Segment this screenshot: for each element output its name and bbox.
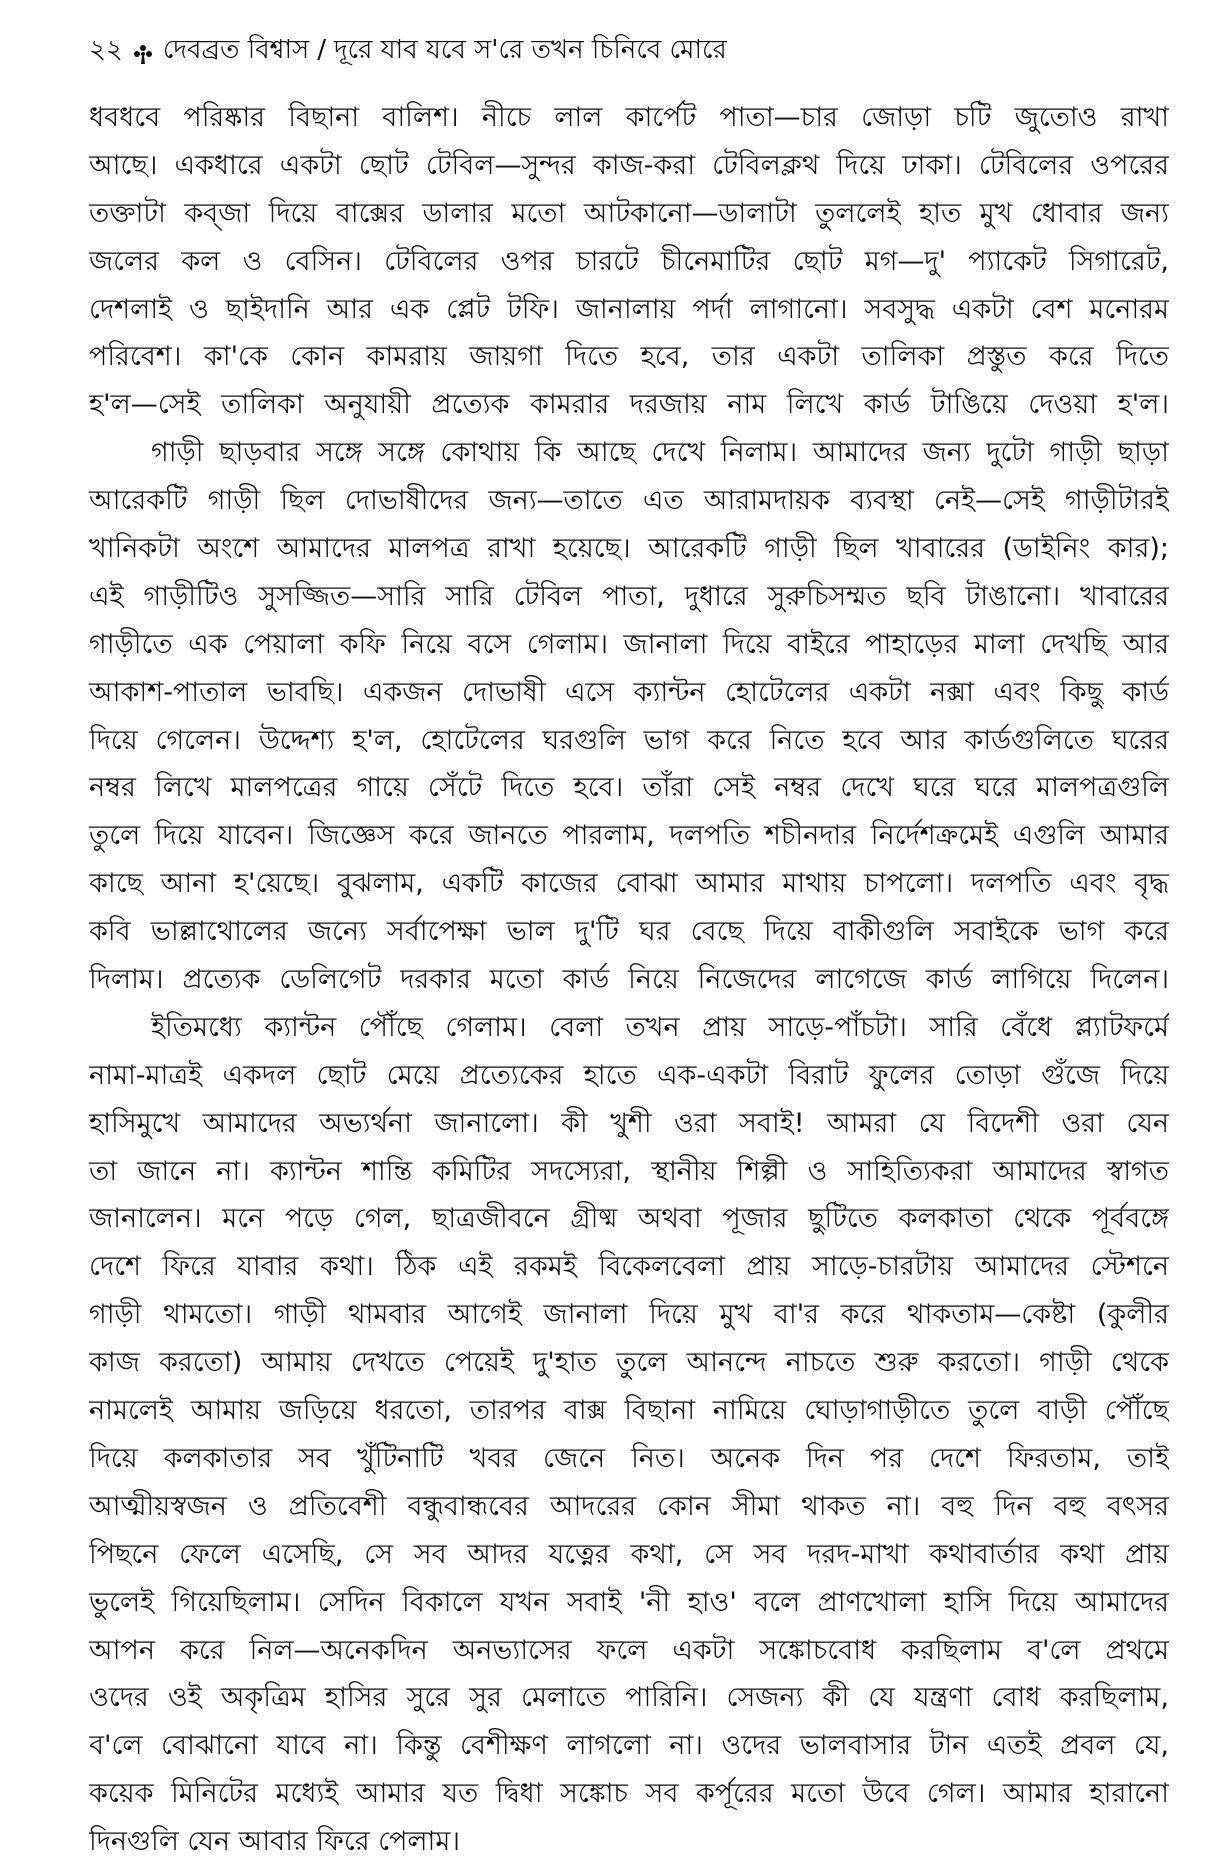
text-line: কাছে আনা হ'য়েছে। বুঝলাম, একটি কাজের বোঝা আমার মাথায় চাপলো। দলপতি এবং বৃদ্ধ: [89, 868, 1169, 900]
text-line: জানালেন। মনে পড়ে গেল, ছাত্রজীবনে গ্রীষ্ম অথবা পূজার ছুটিতে কলকাতা থেকে পূর্ববঙ্গে: [89, 1203, 1169, 1235]
text-line: নামা-মাত্রই একদল ছোট মেয়ে প্রত্যেকের হাতে এক-একটা বিরাট ফুলের তোড়া গুঁজে দিয়ে: [89, 1059, 1169, 1091]
text-line: গাড়ীতে এক পেয়ালা কফি নিয়ে বসে গেলাম। জানালা দিয়ে বাইরে পাহাড়ের মালা দেখছি আর: [89, 628, 1169, 660]
text-line: দিয়ে কলকাতার সব খুঁটিনাটি খবর জেনে নিত। অনেক দিন পর দেশে ফিরতাম, তাই: [89, 1442, 1169, 1474]
text-line: নম্বর লিখে মালপত্রের গায়ে সেঁটে দিতে হবে। তাঁরা সেই নম্বর দেখে ঘরে ঘরে মালপত্রগুলি: [89, 772, 1169, 804]
text-line: ভুলেই গিয়েছিলাম। সেদিন বিকালে যখন সবাই 'নী হাও' বলে প্রাণখোলা হাসি দিয়ে আমাদের: [89, 1586, 1169, 1618]
text-line: আকাশ-পাতাল ভাবছি। একজন দোভাষী এসে ক্যান্টন হোটেলের একটা নক্সা এবং কিছু কার্ড: [89, 676, 1169, 708]
text-line: দিয়ে গেলেন। উদ্দেশ্য হ'ল, হোটেলের ঘরগুলি ভাগ করে নিতে হবে আর কার্ডগুলিতে ঘরের: [89, 724, 1169, 756]
text-line: জলের কল ও বেসিন। টেবিলের ওপর চারটে চীনেমাটির ছোট মগ—দু' প্যাকেট সিগারেট,: [89, 245, 1169, 277]
text-line: তা জানে না। ক্যান্টন শান্তি কমিটির সদস্যেরা, স্থানীয় শিল্পী ও সাহিত্যিকরা আমাদের স্বাগত: [89, 1155, 1169, 1187]
text-line: ধবধবে পরিষ্কার বিছানা বালিশ। নীচে লাল কার্পেট পাতা—চার জোড়া চটি জুতোও রাখা: [89, 102, 1169, 133]
text-line: হাসিমুখে আমাদের অভ্যর্থনা জানালো। কী খুশী ওরা সবাই! আমরা যে বিদেশী ওরা যেন: [89, 1107, 1169, 1139]
text-line: তক্তাটা কব্‌জা দিয়ে বাক্সের ডালার মতো আটকানো—ডালাটা তুললেই হাত মুখ ধোবার জন্য: [89, 197, 1169, 229]
text-line: খানিকটা অংশে আমাদের মালপত্র রাখা হয়েছে। আরেকটি গাড়ী ছিল খাবারের (ডাইনিং কার);: [89, 533, 1169, 565]
text-line: পিছনে ফেলে এসেছি, সে সব আদর যত্নের কথা, সে সব দরদ-মাখা কথাবার্তার কথা প্রায়: [89, 1538, 1169, 1570]
text-line: কয়েক মিনিটের মধ্যেই আমার যত দ্বিধা সঙ্কোচ সব কর্পূরের মতো উবে গেল। আমার হারানো: [89, 1778, 1169, 1810]
paragraph-start-line: ইতিমধ্যে ক্যান্টন পৌঁছে গেলাম। বেলা তখন প্রায় সাড়ে-পাঁচটা। সারি বেঁধে প্ল্যাটফর্মে: [151, 1011, 1169, 1043]
text-line: দেশলাই ও ছাইদানি আর এক প্লেট টফি। জানালায় পর্দা লাগানো। সবসুদ্ধ একটা বেশ মনোরম: [89, 293, 1169, 325]
paragraph-end-line: দিনগুলি যেন আবার ফিরে পেলাম।: [89, 1826, 461, 1858]
text-line: ব'লে বোঝানো যাবে না। কিন্তু বেশীক্ষণ লাগলো না। ওদের ভালবাসার টান এতই প্রবল যে,: [89, 1730, 1169, 1762]
author-name: দেবব্রত বিশ্বাস: [162, 35, 310, 65]
text-line: আরেকটি গাড়ী ছিল দোভাষীদের জন্য—তাতে এত আরামদায়ক ব্যবস্থা নেই—সেই গাড়ীটারই: [89, 485, 1169, 517]
text-line: পরিবেশ। কা'কে কোন কামরায় জায়গা দিতে হবে, তার একটা তালিকা প্রস্তুত করে দিতে: [89, 341, 1169, 373]
text-line: দিলাম। প্রত্যেক ডেলিগেট দরকার মতো কার্ড নিয়ে নিজেদের লাগেজে কার্ড লাগিয়ে দিলেন।: [89, 964, 1169, 996]
page-number: ২২: [89, 35, 123, 65]
text-line: তুলে দিয়ে যাবেন। জিজ্ঞেস করে জানতে পারলাম, দলপতি শচীনদার নির্দেশক্রমেই এগুলি আমার: [89, 820, 1169, 852]
running-header: [89, 30, 727, 70]
text-line: দেশে ফিরে যাবার কথা। ঠিক এই রকমই বিকেলবেলা প্রায় সাড়ে-চারটায় আমাদের স্টেশনে: [89, 1251, 1169, 1283]
text-line: হ'ল—সেই তালিকা অনুযায়ী প্রত্যেক কামরার দরজায় নাম লিখে কার্ড টাঙিয়ে দেওয়া হ'ল।: [89, 389, 1169, 421]
book-title: দূরে যাব যবে স'রে তখন চিনিবে মোরে: [334, 35, 727, 65]
floral-ornament-icon: [131, 38, 155, 62]
text-line: ওদের ওই অকৃত্রিম হাসির সুরে সুর মেলাতে পারিনি। সেজন্য কী যে যন্ত্রণা বোধ করছিলাম,: [89, 1682, 1169, 1714]
text-line: গাড়ী থামতো। গাড়ী থামবার আগেই জানালা দিয়ে মুখ বা'র করে থাকতাম—কেষ্টা (কুলীর: [89, 1299, 1169, 1331]
page-body: [89, 94, 1169, 1866]
text-line: আপন করে নিল—অনেকদিন অনভ্যাসের ফলে একটা সঙ্কোচবোধ করছিলাম ব'লে প্রথমে: [89, 1634, 1169, 1666]
text-line: আছে। একধারে একটা ছোট টেবিল—সুন্দর কাজ-করা টেবিলক্লথ দিয়ে ঢাকা। টেবিলের ওপরের: [89, 149, 1169, 181]
paragraph-start-line: গাড়ী ছাড়বার সঙ্গে সঙ্গে কোথায় কি আছে দেখে নিলাম। আমাদের জন্য দুটো গাড়ী ছাড়া: [151, 437, 1169, 469]
text-line: নামলেই আমায় জড়িয়ে ধরতো, তারপর বাক্স বিছানা নামিয়ে ঘোড়াগাড়ীতে তুলে বাড়ী পৌঁছে: [89, 1395, 1169, 1427]
header-separator: /: [317, 35, 326, 65]
text-line: এই গাড়ীটিও সুসজ্জিত—সারি সারি টেবিল পাতা, দুধারে সুরুচিসম্মত ছবি টাঙানো। খাবারের: [89, 580, 1169, 612]
text-line: আত্মীয়স্বজন ও প্রতিবেশী বন্ধুবান্ধবের আদরের কোন সীমা থাকত না। বহু দিন বহু বৎসর: [89, 1490, 1169, 1522]
text-line: কাজ করতো) আমায় দেখতে পেয়েই দু'হাত তুলে আনন্দে নাচতে শুরু করতো। গাড়ী থেকে: [89, 1347, 1169, 1379]
text-line: কবি ভাল্লাথোলের জন্যে সর্বাপেক্ষা ভাল দু'টি ঘর বেছে দিয়ে বাকীগুলি সবাইকে ভাগ করে: [89, 916, 1169, 948]
